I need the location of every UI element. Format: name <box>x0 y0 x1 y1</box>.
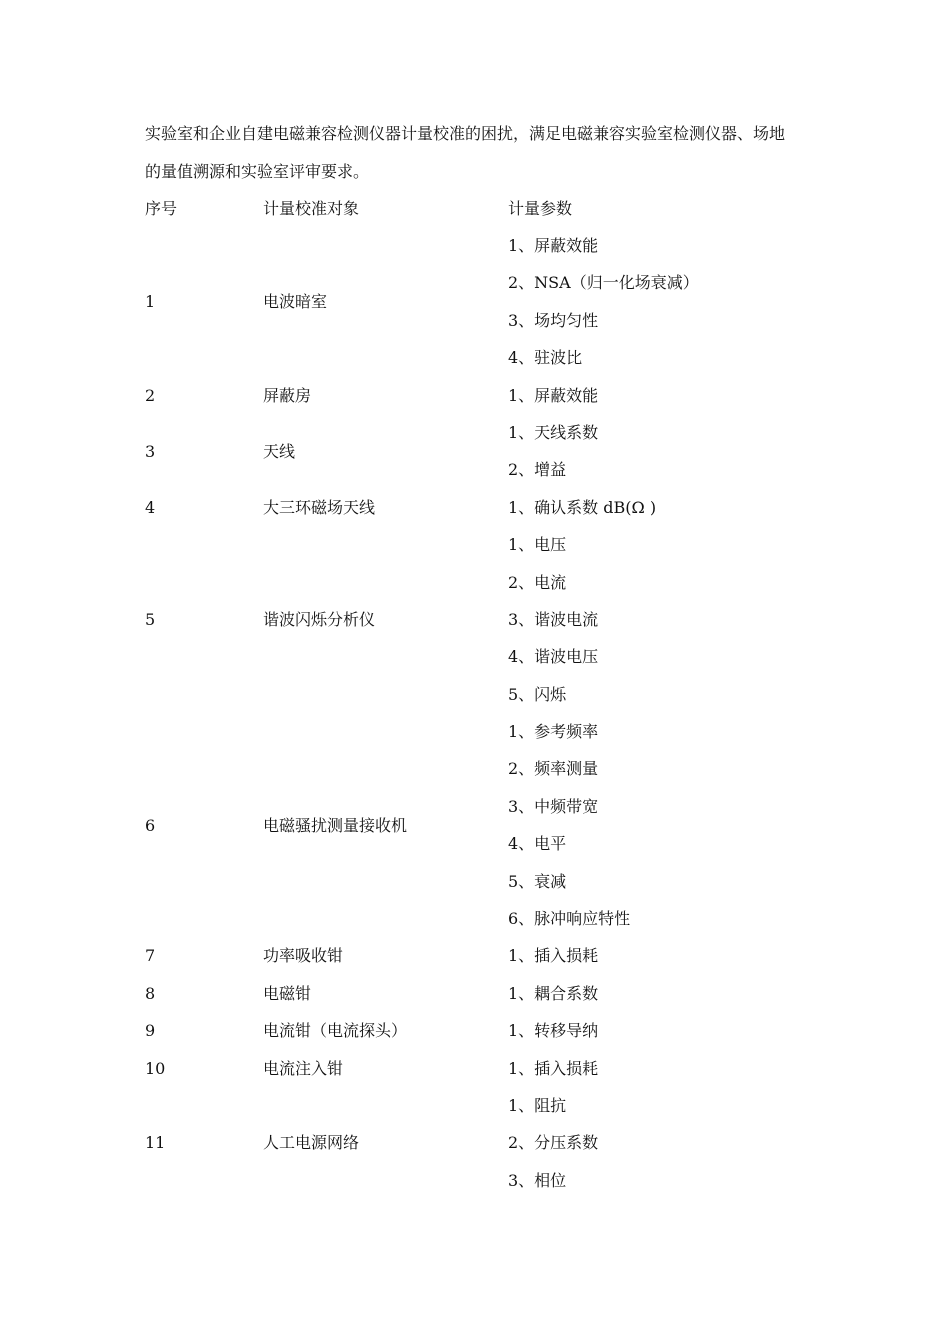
parameter-item: 2、分压系数 <box>508 1133 599 1153</box>
parameter-item: 2、电流 <box>508 572 567 592</box>
parameter-item: 6、脉冲响应特性 <box>508 909 631 929</box>
row-parameters <box>508 984 825 1004</box>
row-object: 谐波闪烁分析仪 <box>263 609 376 629</box>
row-number: 11 <box>145 1133 166 1153</box>
row-number: 7 <box>145 946 156 966</box>
row-number: 6 <box>145 815 156 835</box>
parameter-item: 1、插入损耗 <box>508 946 599 966</box>
table-row <box>145 722 825 929</box>
table-row <box>145 498 825 518</box>
header-parameters: 计量参数 <box>508 199 573 218</box>
row-number: 1 <box>145 292 156 312</box>
row-parameters <box>508 1096 825 1191</box>
table-row <box>145 386 825 406</box>
parameter-item: 3、场均匀性 <box>508 310 599 330</box>
table-row <box>145 1021 825 1041</box>
intro-line-2: 的量值溯源和实验室评审要求。 <box>145 162 370 181</box>
row-object: 电磁骚扰测量接收机 <box>263 815 408 835</box>
row-parameters <box>508 423 825 480</box>
row-object: 电流注入钳 <box>263 1058 344 1078</box>
row-object: 屏蔽房 <box>263 385 312 405</box>
parameter-item: 1、确认系数 dB(Ω ) <box>508 497 657 517</box>
table-row <box>145 236 825 368</box>
row-parameters <box>508 535 825 705</box>
parameter-item: 5、衰减 <box>508 871 567 891</box>
row-parameters <box>508 1059 825 1079</box>
row-parameters <box>508 236 825 368</box>
header-object: 计量校准对象 <box>263 199 360 218</box>
row-object: 功率吸收钳 <box>263 946 344 966</box>
parameter-item: 4、驻波比 <box>508 348 583 368</box>
parameter-item: 2、增益 <box>508 460 567 480</box>
row-number: 3 <box>145 441 156 461</box>
row-number: 5 <box>145 609 156 629</box>
row-parameters <box>508 498 825 518</box>
row-object: 大三环磁场天线 <box>263 497 376 517</box>
parameter-item: 1、屏蔽效能 <box>508 385 599 405</box>
parameter-item: 5、闪烁 <box>508 684 567 704</box>
parameter-item: 1、屏蔽效能 <box>508 236 599 255</box>
parameter-item: 2、NSA（归一化场衰减） <box>508 273 699 293</box>
parameter-item: 4、谐波电压 <box>508 647 599 667</box>
parameter-item: 1、参考频率 <box>508 722 599 742</box>
row-object: 人工电源网络 <box>263 1133 360 1153</box>
row-object: 天线 <box>263 441 296 461</box>
table-row <box>145 1096 825 1191</box>
intro-line-1: 实验室和企业自建电磁兼容检测仪器计量校准的困扰，满足电磁兼容实验室检测仪器、场地 <box>145 124 786 143</box>
row-object: 电波暗室 <box>263 292 328 312</box>
table-row <box>145 1059 825 1079</box>
parameter-item: 2、频率测量 <box>508 759 599 779</box>
calibration-table <box>145 199 825 1191</box>
table-row <box>145 984 825 1004</box>
parameter-item: 1、耦合系数 <box>508 983 599 1003</box>
row-parameters <box>508 722 825 929</box>
parameter-item: 4、电平 <box>508 834 567 854</box>
row-parameters <box>508 386 825 406</box>
parameter-item: 1、插入损耗 <box>508 1058 599 1078</box>
row-object: 电流钳（电流探头） <box>263 1021 408 1041</box>
parameter-item: 1、阻抗 <box>508 1095 567 1115</box>
table-header-row <box>145 199 825 219</box>
row-object: 电磁钳 <box>263 983 312 1003</box>
parameter-item: 1、电压 <box>508 535 567 555</box>
parameter-item: 1、转移导纳 <box>508 1021 599 1041</box>
row-number: 9 <box>145 1021 156 1041</box>
row-number: 8 <box>145 983 156 1003</box>
parameter-item: 3、相位 <box>508 1170 567 1190</box>
parameter-item: 3、谐波电流 <box>508 609 599 629</box>
parameter-item: 3、中频带宽 <box>508 796 599 816</box>
row-number: 4 <box>145 497 156 517</box>
row-parameters <box>508 1021 825 1041</box>
row-number: 2 <box>145 385 156 405</box>
table-body <box>145 236 825 1191</box>
row-number: 10 <box>145 1058 166 1078</box>
table-row <box>145 423 825 480</box>
row-parameters <box>508 946 825 966</box>
header-number: 序号 <box>145 199 178 218</box>
table-row <box>145 946 825 966</box>
table-row <box>145 535 825 705</box>
parameter-item: 1、天线系数 <box>508 422 599 442</box>
